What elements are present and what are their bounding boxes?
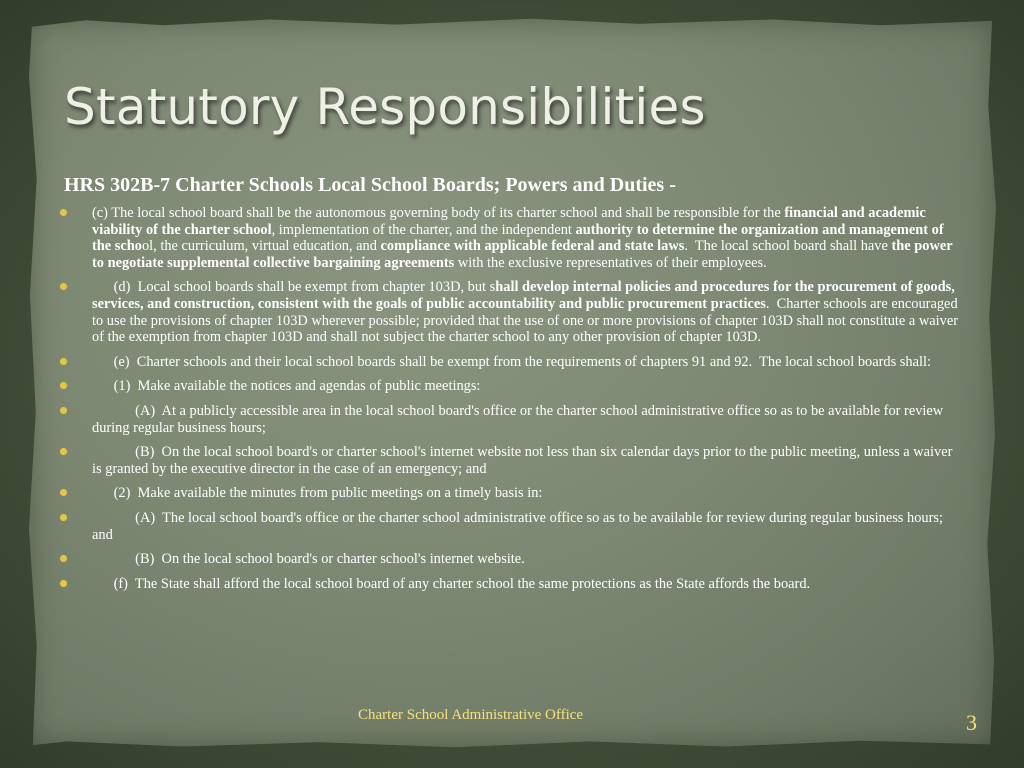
- bullet-dot-icon: [60, 514, 67, 521]
- page-number: 3: [966, 710, 977, 735]
- bullet-bold-text: authority to determine the organization and management of the scho: [92, 221, 948, 255]
- bullet-dot-icon: [60, 382, 67, 389]
- bullet-item: [60, 510, 965, 543]
- bullet-item: [60, 378, 965, 395]
- bullet-item: [60, 354, 965, 371]
- bullet-dot-icon: [60, 489, 67, 496]
- slide-subtitle: HRS 302B-7 Charter Schools Local School Boards; Powers and Duties -: [64, 174, 676, 196]
- bullet-item: [60, 485, 965, 502]
- bullet-text: (f) The State shall afford the local school board of any charter school the same protections as the State affords the board.: [92, 575, 811, 592]
- bullet-text: (e) Charter schools and their local school boards shall be exempt from the requirements of chapters 91 and 92. The local school boards shall:: [92, 353, 931, 370]
- slide-title: Statutory Responsibilities: [64, 78, 706, 136]
- bullet-text: (c) The local school board shall be the autonomous governing body of its charter school and shall be responsible for the: [92, 205, 785, 221]
- bullet-list: [60, 205, 965, 600]
- bullet-text: (d) Local school boards shall be exempt from chapter 103D, but s: [92, 279, 496, 296]
- bullet-text: (A) At a publicly accessible area in the local school board's office or the charter school administrative office so as to be available for review during regular business hours;: [92, 402, 947, 436]
- bullet-text: (B) On the local school board's or charter school's internet website.: [92, 551, 525, 568]
- bullet-text: (2) Make available the minutes from public meetings on a timely basis in:: [92, 485, 543, 502]
- bullet-item: [60, 279, 965, 345]
- bullet-bold-text: financial and academic viability of the charter school: [92, 205, 930, 238]
- bullet-bold-text: the power to negotiate supplemental collective bargaining agreements: [92, 238, 956, 271]
- bullet-text: . The local school board shall have: [684, 238, 892, 255]
- bullet-dot-icon: [60, 555, 67, 562]
- bullet-dot-icon: [60, 283, 67, 290]
- bullet-dot-icon: [60, 358, 67, 365]
- slide-footer: Charter School Administrative Office: [358, 707, 584, 723]
- bullet-text: , implementation of the charter, and the independent: [271, 221, 576, 238]
- bullet-item: [60, 551, 965, 568]
- bullet-item: [60, 444, 965, 477]
- bullet-text: (1) Make available the notices and agendas of public meetings:: [92, 378, 481, 395]
- bullet-bold-text: compliance with applicable federal and state laws: [380, 238, 685, 255]
- bullet-text: . Charter schools are encouraged to use the provisions of chapter 103D wherever possible; provided that the use of one or more provisions of chapter 103D shall not constitute a waiver of the exemption from chapter 103D and shall not subject the charter school to any other provision of chapter 103D.: [92, 295, 962, 346]
- bullet-item: [60, 205, 965, 271]
- bullet-text: with the exclusive representatives of their employees.: [454, 254, 767, 271]
- bullet-dot-icon: [60, 407, 67, 414]
- bullet-dot-icon: [60, 580, 67, 587]
- bullet-text: ol, the curriculum, virtual education, and: [141, 238, 381, 255]
- bullet-item: [60, 403, 965, 436]
- bullet-dot-icon: [60, 209, 67, 216]
- bullet-item: [60, 576, 965, 593]
- bullet-bold-text: hall develop internal policies and procedures for the procurement of goods, services, and construction, consistent with the goals of public accountability and public procurement practices: [92, 279, 959, 312]
- bullet-text: (A) The local school board's office or the charter school administrative office so as to be available for review during regular business hours; and: [92, 509, 947, 543]
- bullet-dot-icon: [60, 448, 67, 455]
- bullet-text: (B) On the local school board's or charter school's internet website not less than six calendar days prior to the public meeting, unless a waiver is granted by the executive director in the case of an emergency; and: [92, 444, 957, 477]
